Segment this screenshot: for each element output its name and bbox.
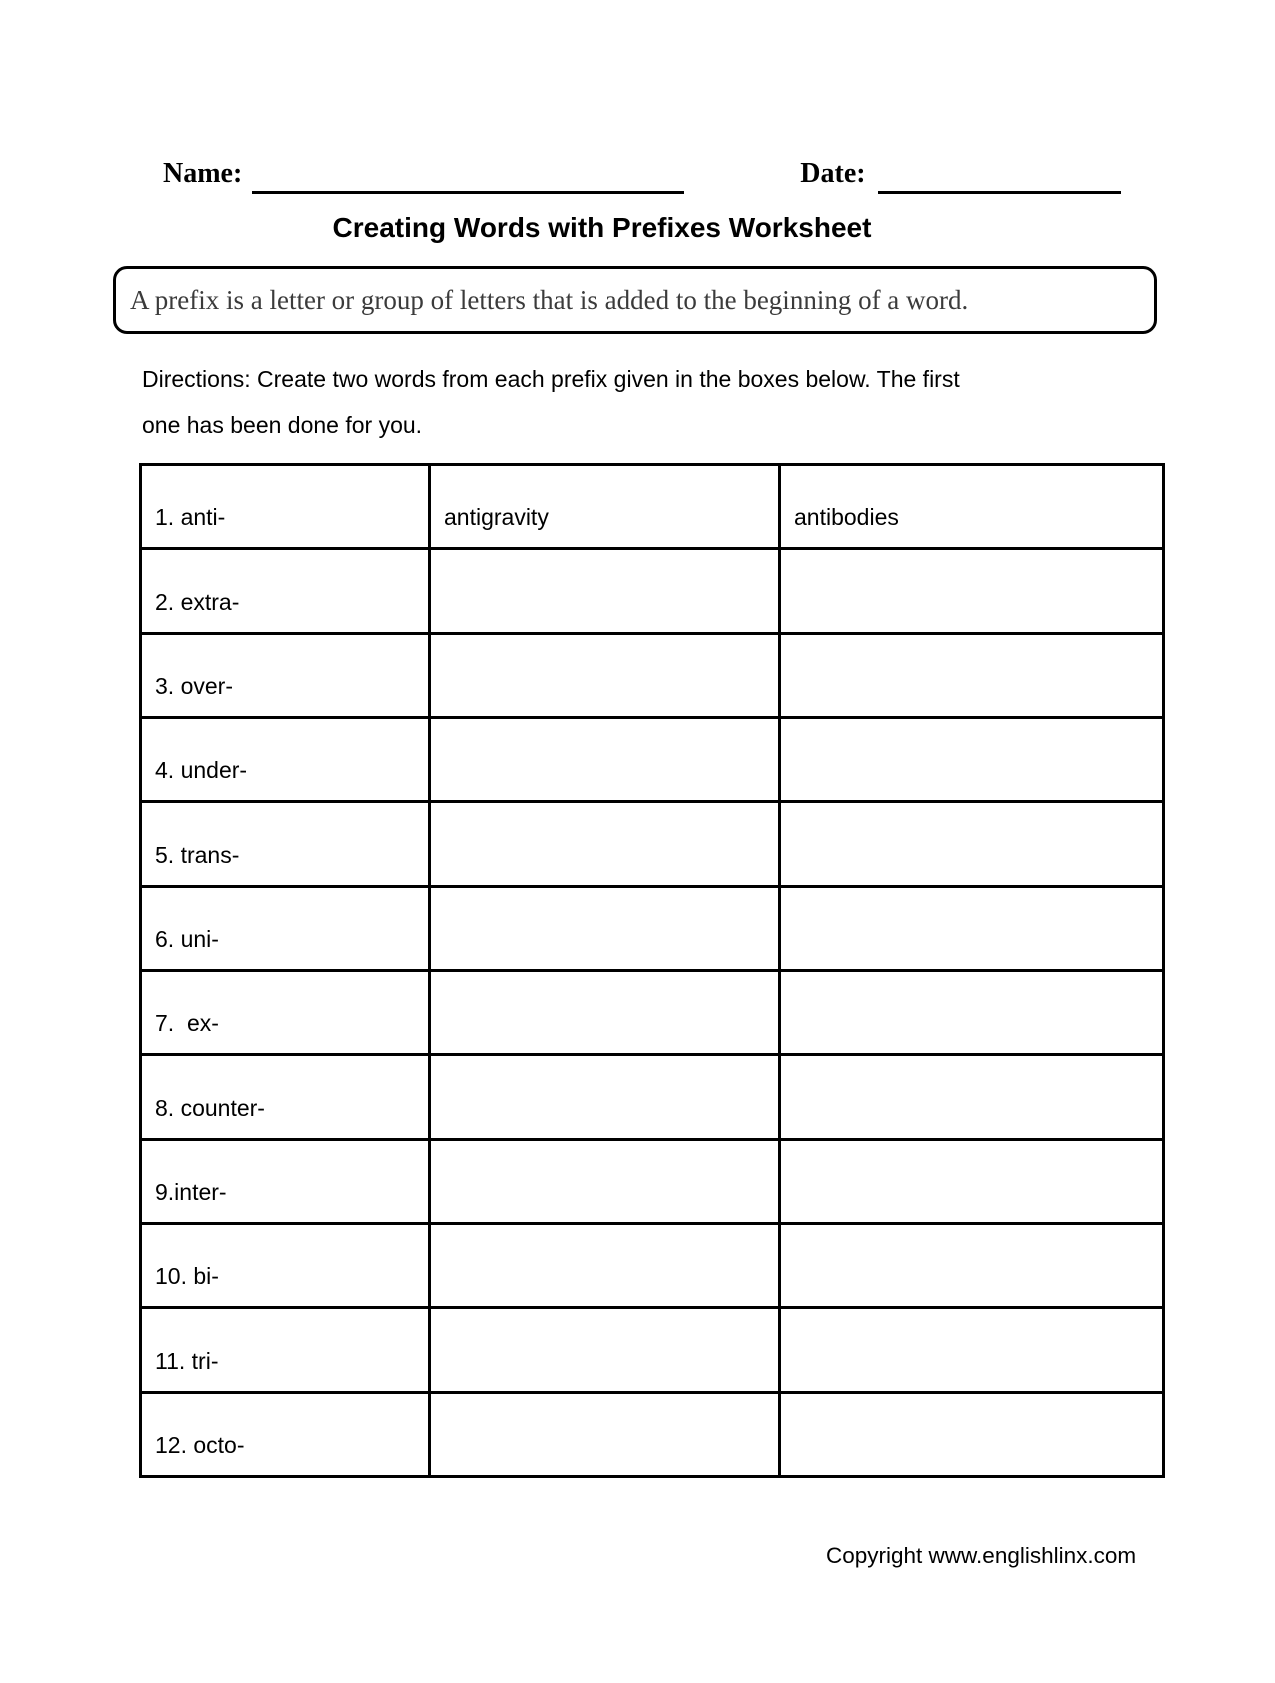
word-cell-1 bbox=[430, 717, 780, 801]
prefix-cell: 11. tri- bbox=[141, 1308, 430, 1392]
word-cell-1: antigravity bbox=[430, 465, 780, 549]
word-cell-1 bbox=[430, 886, 780, 970]
word-cell-2 bbox=[780, 1308, 1164, 1392]
word-cell-1 bbox=[430, 1055, 780, 1139]
date-label: Date: bbox=[800, 158, 866, 189]
prefix-cell: 2. extra- bbox=[141, 549, 430, 633]
prefix-cell: 10. bi- bbox=[141, 1223, 430, 1307]
word-cell-2 bbox=[780, 633, 1164, 717]
word-cell-2: antibodies bbox=[780, 465, 1164, 549]
word-cell-1 bbox=[430, 1139, 780, 1223]
name-label: Name: bbox=[163, 158, 243, 189]
prefix-cell: 6. uni- bbox=[141, 886, 430, 970]
directions-line-2: one has been done for you. bbox=[142, 412, 423, 438]
word-cell-2 bbox=[780, 1055, 1164, 1139]
page-title: Creating Words with Prefixes Worksheet bbox=[332, 212, 872, 243]
table-row bbox=[141, 886, 1164, 970]
table-row bbox=[141, 970, 1164, 1054]
prefix-cell: 7. ex- bbox=[141, 970, 430, 1054]
table-row bbox=[141, 549, 1164, 633]
table-row bbox=[141, 802, 1164, 886]
prefix-cell: 8. counter- bbox=[141, 1055, 430, 1139]
directions-text bbox=[142, 356, 960, 448]
word-cell-2 bbox=[780, 1392, 1164, 1476]
word-cell-1 bbox=[430, 1392, 780, 1476]
table-row bbox=[141, 465, 1164, 549]
word-cell-1 bbox=[430, 1308, 780, 1392]
prefix-cell: 4. under- bbox=[141, 717, 430, 801]
table-row bbox=[141, 1223, 1164, 1307]
prefix-table bbox=[139, 463, 1165, 1478]
word-cell-2 bbox=[780, 717, 1164, 801]
prefix-cell: 3. over- bbox=[141, 633, 430, 717]
prefix-cell: 9.inter- bbox=[141, 1139, 430, 1223]
word-cell-2 bbox=[780, 1223, 1164, 1307]
word-cell-2 bbox=[780, 970, 1164, 1054]
prefix-cell: 1. anti- bbox=[141, 465, 430, 549]
word-cell-2 bbox=[780, 549, 1164, 633]
prefix-definition-text: A prefix is a letter or group of letters that is added to the beginning of a word. bbox=[130, 284, 969, 315]
table-row bbox=[141, 1392, 1164, 1476]
prefix-cell: 12. octo- bbox=[141, 1392, 430, 1476]
table-row bbox=[141, 633, 1164, 717]
word-cell-1 bbox=[430, 1223, 780, 1307]
table-row bbox=[141, 1139, 1164, 1223]
prefix-definition-box bbox=[113, 266, 1157, 334]
name-date-row bbox=[163, 146, 1121, 194]
word-cell-2 bbox=[780, 802, 1164, 886]
word-cell-1 bbox=[430, 802, 780, 886]
table-row bbox=[141, 1055, 1164, 1139]
word-cell-2 bbox=[780, 886, 1164, 970]
name-fill-line bbox=[252, 184, 684, 194]
date-fill-line bbox=[878, 184, 1121, 194]
word-cell-1 bbox=[430, 633, 780, 717]
table-row bbox=[141, 1308, 1164, 1392]
word-cell-1 bbox=[430, 970, 780, 1054]
table-row bbox=[141, 717, 1164, 801]
prefix-cell: 5. trans- bbox=[141, 802, 430, 886]
word-cell-2 bbox=[780, 1139, 1164, 1223]
copyright-text: Copyright www.englishlinx.com bbox=[826, 1543, 1137, 1568]
prefix-table-body bbox=[141, 465, 1164, 1477]
directions-line-1: Directions: Create two words from each prefix given in the boxes below. The first bbox=[142, 366, 960, 392]
word-cell-1 bbox=[430, 549, 780, 633]
